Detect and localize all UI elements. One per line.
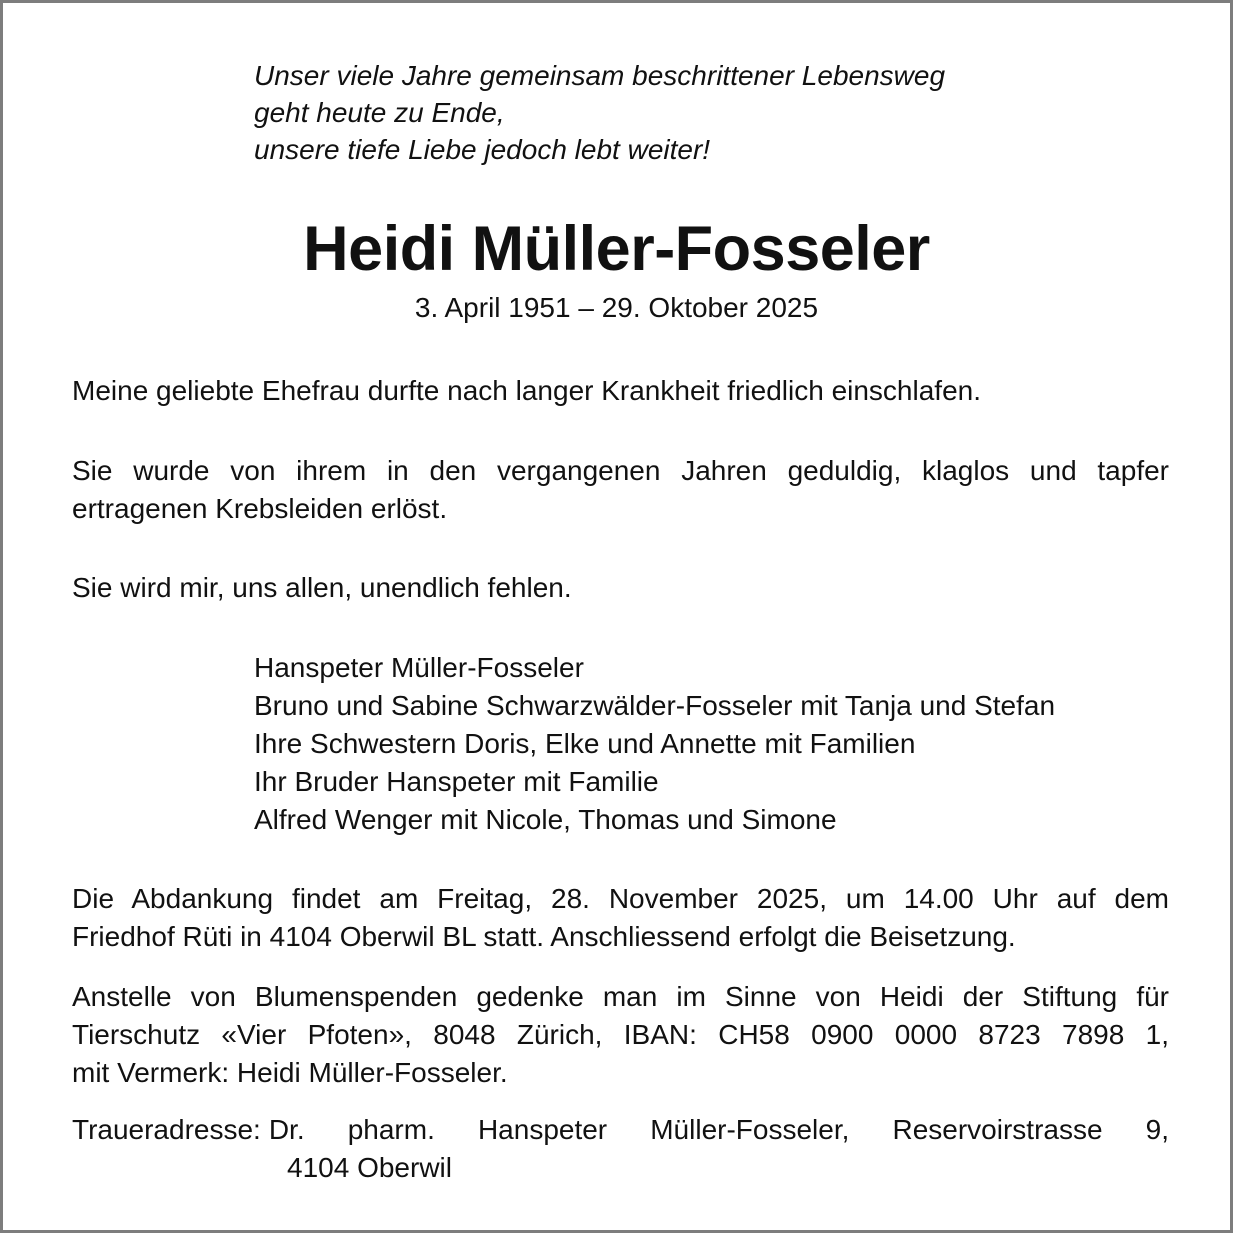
address-line: Dr. pharm. Hanspeter Müller-Fosseler, Reservoirstrasse 9, <box>268 1114 1169 1145</box>
motto-line: unsere tiefe Liebe jedoch lebt weiter! <box>254 134 711 165</box>
mourning-address <box>72 1111 1169 1187</box>
missed-line: Sie wird mir, uns allen, unendlich fehlen. <box>72 572 572 603</box>
service-line: Friedhof Rüti in 4104 Oberwil BL statt. Anschliessend erfolgt die Beisetzung. <box>72 921 1016 952</box>
motto-line: Unser viele Jahre gemeinsam beschrittener Lebensweg <box>254 60 946 91</box>
mourner-entry: Ihre Schwestern Doris, Elke und Annette mit Familien <box>254 728 916 759</box>
motto-line: geht heute zu Ende, <box>254 97 505 128</box>
donation-paragraph <box>72 978 1169 1092</box>
mourner-entry: Ihr Bruder Hanspeter mit Familie <box>254 766 659 797</box>
mourner-entry: Hanspeter Müller-Fosseler <box>254 652 584 683</box>
relief-paragraph <box>72 452 1169 528</box>
donation-line: Tierschutz «Vier Pfoten», 8048 Zürich, IBAN: CH58 0900 0000 8723 7898 1, <box>72 1019 1169 1050</box>
service-paragraph <box>72 880 1169 956</box>
mourner-entry: Alfred Wenger mit Nicole, Thomas und Simone <box>254 804 837 835</box>
missed-paragraph <box>72 569 1169 607</box>
service-line: Die Abdankung findet am Freitag, 28. November 2025, um 14.00 Uhr auf dem <box>72 883 1169 914</box>
relief-line: ertragenen Krebsleiden erlöst. <box>72 493 448 524</box>
life-dates: 3. April 1951 – 29. Oktober 2025 <box>414 292 819 323</box>
announcement-line: Meine geliebte Ehefrau durfte nach langer Krankheit friedlich einschlafen. <box>72 375 982 406</box>
relief-line: Sie wurde von ihrem in den vergangenen Jahren geduldig, klaglos und tapfer <box>72 455 1169 486</box>
donation-line: mit Vermerk: Heidi Müller-Fosseler. <box>72 1057 508 1088</box>
address-line: 4104 Oberwil <box>287 1152 452 1183</box>
donation-line: Anstelle von Blumenspenden gedenke man im Sinne von Heidi der Stiftung für <box>72 981 1169 1012</box>
mourners-list <box>254 649 1055 839</box>
announcement-paragraph <box>72 372 1169 410</box>
mourner-entry: Bruno und Sabine Schwarzwälder-Fosseler mit Tanja und Stefan <box>254 690 1056 721</box>
deceased-name: Heidi Müller-Fosseler <box>303 214 930 284</box>
address-label: Traueradresse: <box>72 1114 261 1145</box>
address-row <box>72 1111 1169 1149</box>
motto-verse <box>254 57 945 168</box>
